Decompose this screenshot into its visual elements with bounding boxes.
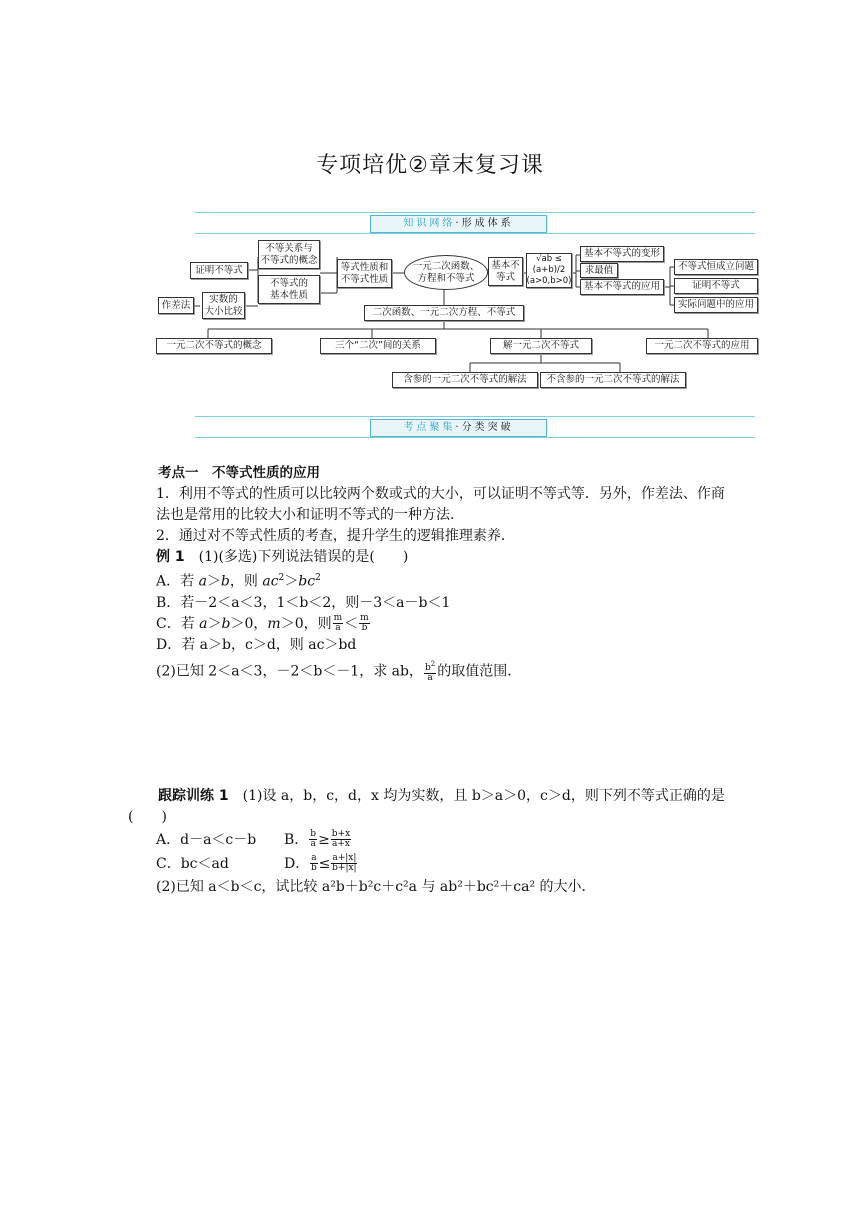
node-center-line2: 方程和不等式 <box>417 272 475 284</box>
banner2-left-text: 考点聚集 <box>403 422 456 433</box>
section-heading: 考点一 不等式性质的应用 <box>158 465 320 481</box>
track-training-1 <box>128 786 738 807</box>
node-center <box>404 255 488 290</box>
node-shiji: 实际问题中的应用 <box>674 297 758 313</box>
node-shishu-line2: 大小比较 <box>204 305 243 317</box>
node-gainian-line2: 不等式的概念 <box>260 254 318 266</box>
option-b: B．若－2＜a＜3，1＜b＜2，则－3＜a－b＜1 <box>156 594 451 611</box>
node-formula-line2: (a>0,b>0) <box>526 276 572 286</box>
node-jiben-line2: 基本性质 <box>269 289 308 301</box>
question-2-prefix: (2)已知 2＜a＜3，－2＜b＜－1，求 ab， <box>156 663 423 680</box>
node-gainian-line1: 不等关系与 <box>265 242 313 254</box>
banner-knowledge-network: 知识网络·形成体系 <box>195 212 755 234</box>
banner-right-text: 形成体系 <box>461 218 514 229</box>
page-title: 专项培优②章末复习课 <box>316 153 544 178</box>
option-c: C．若 a＞b＞0，m＞0，则 $\frac{m}{a}$ ＜ $\frac{m}{b}$ <box>156 613 369 634</box>
node-jiben-line1: 不等式的 <box>269 277 308 289</box>
option-a: A．若 a＞b，则 $ac^2>bc^2$ <box>156 573 321 590</box>
banner-key-points: 考点聚集·分类突破 <box>195 416 755 438</box>
question-2: (2)已知 2＜a＜3，－2＜b＜－1，求 ab， $\frac{b^2}{a}$ 的取值范围． <box>156 659 522 683</box>
node-jibenbu-line1: 基本不 <box>491 259 520 271</box>
knowledge-diagram <box>150 235 765 395</box>
node-dengshi-line2: 不等式性质 <box>340 273 389 285</box>
node-center-line1: 一元二次函数、 <box>412 260 480 272</box>
banner-left-text: 知识网络 <box>403 218 456 229</box>
track-option-c: C．bc＜ad <box>156 855 229 872</box>
node-zhengming: 证明不等式 <box>190 262 248 279</box>
node-erci: 二次函数、一元二次方程、不等式 <box>364 305 524 321</box>
node-hancan: 含参的一元二次不等式的解法 <box>392 372 538 388</box>
node-dengshi-line1: 等式性质和 <box>340 261 389 273</box>
node-bianxing: 基本不等式的变形 <box>580 246 664 262</box>
paragraph-2: 2．通过对不等式性质的考查，提升学生的逻辑推理素养． <box>156 528 515 544</box>
node-dengshi <box>337 259 392 288</box>
example-question: (1)(多选)下列说法错误的是( ) <box>184 549 409 565</box>
example-label: 例 1 <box>156 549 185 565</box>
question-2-suffix: 的取值范围． <box>437 663 522 680</box>
node-yingyong3: 一元二次不等式的应用 <box>646 338 758 354</box>
banner2-right-text: 分类突破 <box>461 422 514 433</box>
node-zuochafa: 作差法 <box>158 297 194 314</box>
option-d: D．若 a＞b，c＞d，则 ac＞bd <box>156 636 357 653</box>
node-shishu-line1: 实数的 <box>209 293 238 305</box>
track-option-a: A．d－a＜c－b <box>156 831 257 848</box>
node-jie: 解一元二次不等式 <box>490 338 592 354</box>
node-sange: 三个“二次”间的关系 <box>320 338 436 354</box>
track-options-cd: C．bc＜ad D． $\frac{a}{b}$ ≤ $\frac{a+|x|}{b+|x|}$ <box>156 853 357 874</box>
track-question-2: (2)已知 a＜b＜c，试比较 a²b＋b²c＋c²a 与 ab²＋bc²＋ca² 的大小． <box>156 878 596 895</box>
track-answer-paren: ( ) <box>128 808 167 825</box>
node-hengchengli: 不等式恒成立问题 <box>674 259 758 275</box>
track-options-ab: A．d－a＜c－b B． $\frac{b}{a}$ ≥ $\frac{b+x}{a+x}$ <box>156 829 351 850</box>
node-zuizhi: 求最值 <box>580 263 618 278</box>
node-yingyong: 基本不等式的应用 <box>580 279 664 295</box>
option-a-prefix: A．若 <box>156 573 199 590</box>
example-1 <box>128 547 738 568</box>
node-zhengming2: 证明不等式 <box>674 278 758 294</box>
track-label: 跟踪训练 1 <box>158 787 229 804</box>
node-formula <box>526 253 572 288</box>
node-buhancan: 不含参的一元二次不等式的解法 <box>540 372 686 388</box>
node-shishu <box>202 292 245 319</box>
paragraph-1: 1．利用不等式的性质可以比较两个数或式的大小，可以证明不等式等．另外，作差法、作商法也是常用的比较大小和证明不等式的一种方法． <box>156 486 725 523</box>
main-content <box>128 463 738 898</box>
node-jibenxingzhi <box>258 275 320 304</box>
track-question-1: (1)设 a，b，c，d，x 均为实数，且 b＞a＞0，c＞d，则下列不等式正确的是 <box>228 787 725 804</box>
node-jibenbudengshi <box>488 257 523 286</box>
node-jibenbu-line2: 等式 <box>495 271 515 283</box>
node-gainian3: 一元二次不等式的概念 <box>156 338 272 354</box>
node-formula-line1: √ab ≤ (a+b)/2 <box>532 254 566 275</box>
node-gainian <box>258 240 320 269</box>
